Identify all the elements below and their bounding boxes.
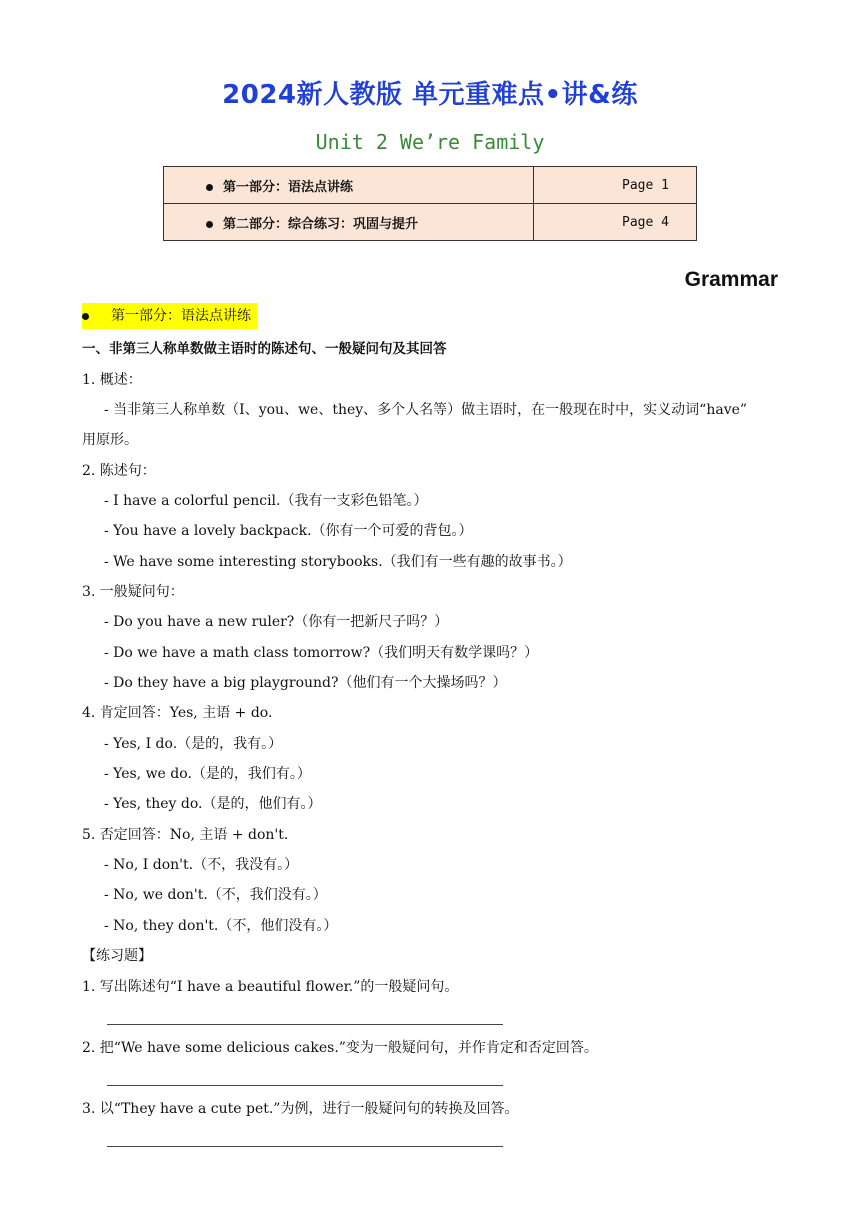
example-line: - Do you have a new ruler?（你有一把新尺子吗？） xyxy=(104,614,449,630)
point-title: 1. 概述： xyxy=(82,372,142,388)
bullet-icon xyxy=(206,221,213,228)
example-line: - No, I don't.（不，我没有。） xyxy=(104,857,299,873)
example-line: - No, we don't.（不，我们没有。） xyxy=(104,887,327,903)
toc-item-label: 第一部分：语法点讲练 xyxy=(164,167,534,204)
grammar-label: Grammar xyxy=(684,268,778,291)
example-line: - Do we have a math class tomorrow?（我们明天有数学课吗？） xyxy=(104,645,539,661)
answer-line xyxy=(107,1024,503,1025)
bullet-icon xyxy=(206,184,213,191)
paragraph-line: - 当非第三人称单数（I、you、we、they、多个人名等）做主语时，在一般现在时中，实义动词“have” xyxy=(104,402,748,418)
example-line: - You have a lovely backpack.（你有一个可爱的背包。） xyxy=(104,523,473,539)
example-line: - Yes, they do.（是的，他们有。） xyxy=(104,796,322,812)
exercise-item: 2. 把“We have some delicious cakes.”变为一般疑问句，并作肯定和否定回答。 xyxy=(82,1040,598,1056)
point-title: 5. 否定回答：No, 主语 + don't. xyxy=(82,827,289,843)
toc-row xyxy=(164,167,697,204)
example-line: - Yes, we do.（是的，我们有。） xyxy=(104,766,311,782)
bullet-icon xyxy=(82,313,89,320)
toc-item-page: Page 4 xyxy=(534,204,697,241)
table-of-contents xyxy=(163,166,697,241)
section-label: 第一部分：语法点讲练 xyxy=(82,303,257,329)
point-title: 2. 陈述句： xyxy=(82,463,156,479)
toc-row xyxy=(164,204,697,241)
answer-line xyxy=(107,1085,503,1086)
exercise-item: 1. 写出陈述句“I have a beautiful flower.”的一般疑问句。 xyxy=(82,979,459,995)
example-line: - Yes, I do.（是的，我有。） xyxy=(104,736,283,752)
section-heading: 一、非第三人称单数做主语时的陈述句、一般疑问句及其回答 xyxy=(82,341,447,357)
document-title: 2024新人教版 单元重难点•讲&练 xyxy=(222,80,638,110)
example-line: - We have some interesting storybooks.（我们有一些有趣的故事书。） xyxy=(104,554,572,570)
paragraph-line: 用原形。 xyxy=(82,432,138,448)
exercise-item: 3. 以“They have a cute pet.”为例，进行一般疑问句的转换及回答。 xyxy=(82,1101,519,1117)
point-title: 4. 肯定回答：Yes, 主语 + do. xyxy=(82,705,273,721)
exercise-title: 【练习题】 xyxy=(82,948,152,964)
unit-subtitle: Unit 2 We’re Family xyxy=(315,130,545,154)
toc-item-label: 第二部分：综合练习：巩固与提升 xyxy=(164,204,534,241)
example-line: - I have a colorful pencil.（我有一支彩色铅笔。） xyxy=(104,493,428,509)
point-title: 3. 一般疑问句： xyxy=(82,584,184,600)
answer-line xyxy=(107,1146,503,1147)
example-line: - Do they have a big playground?（他们有一个大操场吗？） xyxy=(104,675,507,691)
example-line: - No, they don't.（不，他们没有。） xyxy=(104,918,338,934)
toc-item-page: Page 1 xyxy=(534,167,697,204)
